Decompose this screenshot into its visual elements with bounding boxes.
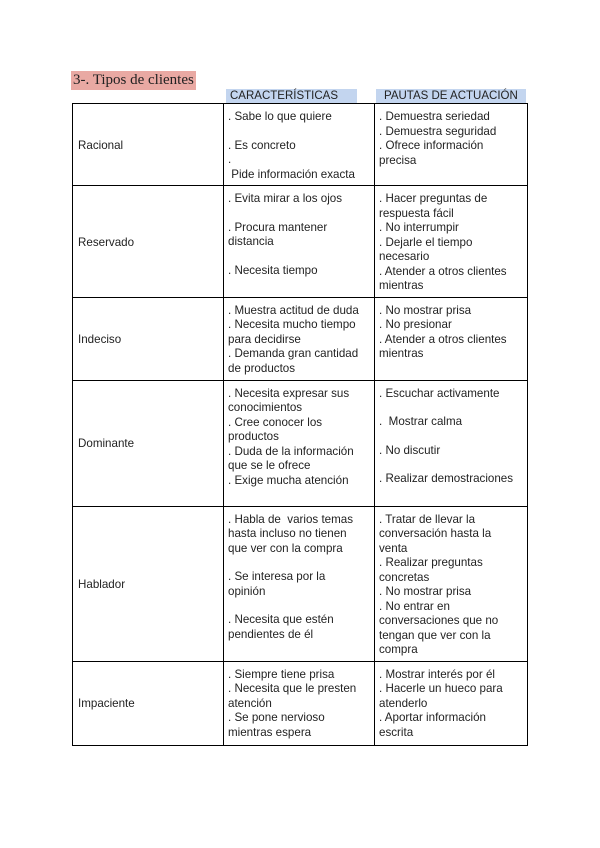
cell-line: mientras	[379, 279, 424, 292]
column-header-guidelines: PAUTAS DE ACTUACIÓN	[376, 89, 526, 104]
cell-line: . Evita mirar a los ojos	[228, 192, 343, 205]
table-row	[73, 661, 528, 745]
characteristics-cell	[224, 186, 375, 298]
blank-line	[228, 599, 371, 613]
cell-line: . No discutir	[379, 443, 441, 457]
cell-line: . Demanda gran cantidad	[228, 347, 359, 360]
table-row	[73, 506, 528, 661]
cell-line: . Aportar información	[379, 711, 486, 724]
cell-line: . No interrumpir	[379, 221, 459, 234]
cell-line: atenderlo	[379, 696, 428, 710]
client-type-cell: Indeciso	[73, 297, 224, 380]
blank-line	[228, 125, 371, 139]
table-row	[73, 104, 528, 186]
characteristics-cell	[224, 661, 375, 745]
cell-line: . Exige mucha atención	[228, 473, 349, 487]
cell-line: tengan que ver con la	[379, 628, 491, 642]
client-type-cell: Dominante	[73, 380, 224, 506]
cell-line: conocimientos	[228, 401, 303, 414]
cell-line: necesario	[379, 250, 430, 263]
column-header-characteristics: CARACTERÍSTICAS	[226, 89, 357, 104]
table-row	[73, 380, 528, 506]
characteristics-cell	[224, 506, 375, 661]
cell-line: . Hacer preguntas de	[379, 192, 488, 205]
cell-line: . Necesita mucho tiempo	[228, 318, 356, 331]
cell-line: precisa	[379, 153, 417, 167]
guidelines-cell	[375, 506, 528, 661]
cell-line: . Necesita tiempo	[228, 263, 318, 277]
cell-line: distancia	[228, 235, 274, 248]
cell-line: que ver con la compra	[228, 541, 343, 555]
cell-line: escrita	[379, 725, 414, 739]
cell-line: mientras	[379, 347, 424, 360]
cell-line: . Muestra actitud de duda	[228, 303, 359, 317]
blank-line	[379, 430, 524, 444]
cell-line: . Atender a otros clientes	[379, 332, 507, 346]
cell-line: . Atender a otros clientes	[379, 264, 507, 278]
cell-line: conversación hasta la	[379, 527, 492, 540]
cell-line: . Habla de varios temas	[228, 512, 354, 526]
cell-line: . Necesita que estén	[228, 613, 334, 626]
client-type-cell: Hablador	[73, 506, 224, 661]
blank-line	[379, 401, 524, 415]
cell-line: . Escuchar activamente	[379, 386, 500, 400]
cell-line: pendientes de él	[228, 627, 314, 641]
cell-line: . No mostrar prisa	[379, 303, 472, 317]
cell-line: . Demuestra seriedad	[379, 110, 490, 123]
blank-line	[228, 556, 371, 570]
blank-line	[228, 250, 371, 264]
cell-line: .	[228, 153, 232, 166]
cell-line: . Mostrar calma	[379, 415, 463, 428]
cell-line: . Necesita que le presten	[228, 682, 357, 695]
client-type-cell: Racional	[73, 104, 224, 186]
cell-line: . Realizar demostraciones	[379, 472, 514, 485]
cell-line: . Cree conocer los	[228, 415, 323, 429]
guidelines-cell	[375, 380, 528, 506]
cell-line: . No presionar	[379, 318, 452, 331]
cell-line: . No entrar en	[379, 599, 450, 613]
cell-line: . Procura mantener	[228, 220, 328, 234]
cell-line: atención	[228, 696, 272, 710]
cell-line: concretas	[379, 570, 430, 584]
cell-line: . Duda de la información	[228, 444, 354, 458]
cell-line: compra	[379, 643, 418, 656]
client-type-cell: Reservado	[73, 186, 224, 298]
cell-line: venta	[379, 541, 408, 555]
cell-line: . Ofrece información	[379, 139, 484, 152]
characteristics-cell	[224, 104, 375, 186]
table-row	[73, 297, 528, 380]
characteristics-cell	[224, 297, 375, 380]
cell-line: hasta incluso no tienen	[228, 527, 347, 540]
cell-line: opinión	[228, 584, 266, 598]
blank-line	[379, 458, 524, 472]
cell-line: para decidirse	[228, 332, 301, 346]
cell-line: . Tratar de llevar la	[379, 512, 476, 526]
cell-line: respuesta fácil	[379, 206, 454, 220]
cell-line: . Se interesa por la	[228, 570, 326, 583]
client-types-table	[72, 103, 528, 746]
cell-line: . Realizar preguntas	[379, 556, 483, 569]
cell-line: productos	[228, 430, 279, 443]
cell-line: Pide información exacta	[228, 167, 355, 181]
cell-line: conversaciones que no	[379, 614, 499, 627]
guidelines-cell	[375, 186, 528, 298]
client-type-cell: Impaciente	[73, 661, 224, 745]
cell-line: de productos	[228, 361, 296, 375]
guidelines-cell	[375, 661, 528, 745]
cell-line: . Mostrar interés por él	[379, 667, 495, 681]
blank-line	[228, 207, 371, 221]
guidelines-cell	[375, 104, 528, 186]
cell-line: . Es concreto	[228, 138, 296, 152]
guidelines-cell	[375, 297, 528, 380]
cell-line: . Hacerle un hueco para	[379, 682, 503, 695]
cell-line: mientras espera	[228, 725, 312, 739]
cell-line: . No mostrar prisa	[379, 585, 472, 598]
cell-line: que se le ofrece	[228, 459, 311, 472]
characteristics-cell	[224, 380, 375, 506]
section-title: 3-. Tipos de clientes	[73, 72, 194, 88]
cell-line: . Sabe lo que quiere	[228, 110, 332, 123]
cell-line: . Se pone nervioso	[228, 711, 325, 724]
cell-line: . Demuestra seguridad	[379, 124, 497, 138]
table-row	[73, 186, 528, 298]
cell-line: . Siempre tiene prisa	[228, 667, 335, 681]
cell-line: . Dejarle el tiempo	[379, 235, 473, 249]
cell-line: . Necesita expresar sus	[228, 386, 350, 400]
